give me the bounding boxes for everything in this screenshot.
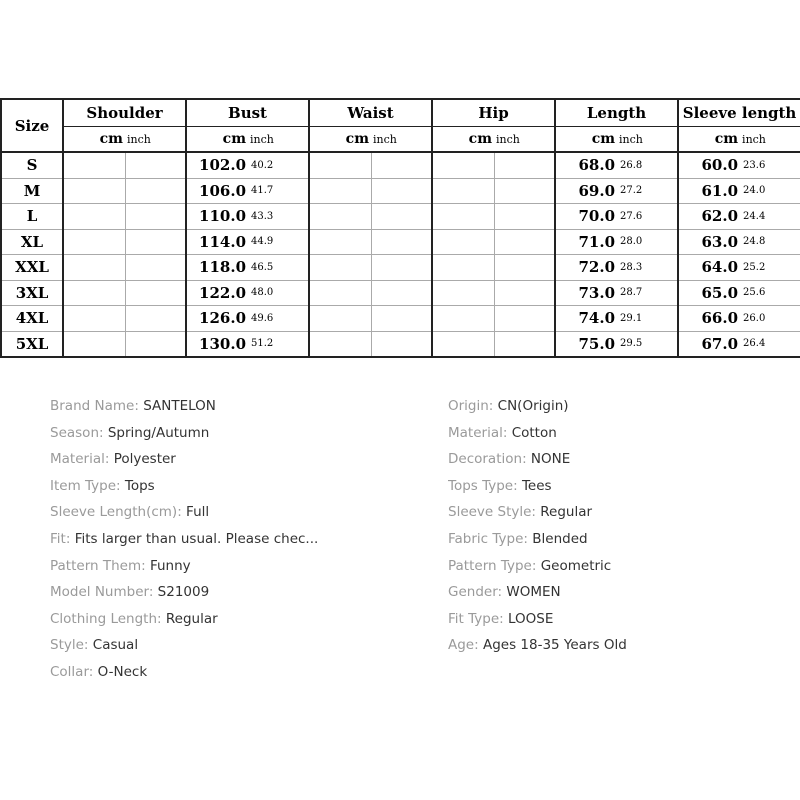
spec-row: [448, 499, 788, 526]
length-cm-cell: 75.0: [555, 331, 617, 357]
hip-inch-cell: [494, 306, 555, 332]
spec-key: Tops Type:: [448, 477, 518, 494]
spec-value: S21009: [157, 584, 210, 601]
size-column-header: Size: [1, 99, 63, 152]
bust-cm-cell: 102.0: [186, 152, 248, 178]
spec-value: Tees: [521, 477, 552, 494]
spec-value: CN(Origin): [497, 398, 569, 414]
spec-row: [50, 553, 390, 580]
hip-inch-cell: [494, 204, 555, 230]
spec-value: Regular: [165, 610, 218, 627]
size-label: 4XL: [1, 306, 63, 332]
spec-row: [448, 553, 788, 580]
spec-row: [448, 606, 788, 633]
spec-value: Regular: [540, 504, 593, 521]
sleeve-inch-cell: 26.4: [740, 331, 800, 357]
shoulder-cm-cell: [63, 229, 125, 255]
spec-row: [50, 659, 390, 686]
spec-value: Geometric: [540, 557, 612, 574]
length-inch-cell: 28.7: [617, 280, 678, 306]
hip-inch-cell: [494, 255, 555, 281]
bust-header: Bust: [186, 99, 309, 127]
length-cm-cell: 74.0: [555, 306, 617, 332]
spec-key: Sleeve Style:: [448, 504, 536, 521]
shoulder-cm-cell: [63, 280, 125, 306]
sleeve-inch-cell: 25.2: [740, 255, 800, 281]
sleeve-cm-cell: 60.0: [678, 152, 740, 178]
unit-cm-label: cm: [555, 127, 617, 153]
length-cm-cell: 69.0: [555, 178, 617, 204]
size-label: 3XL: [1, 280, 63, 306]
length-inch-cell: 28.0: [617, 229, 678, 255]
length-inch-cell: 28.3: [617, 255, 678, 281]
spec-row: [448, 473, 788, 500]
length-inch-cell: 26.8: [617, 152, 678, 178]
spec-row: [50, 473, 390, 500]
unit-cm-label: cm: [186, 127, 248, 153]
unit-inch-label: inch: [617, 127, 678, 153]
waist-inch-cell: [371, 178, 432, 204]
hip-header: Hip: [432, 99, 555, 127]
spec-row: [448, 526, 788, 553]
sleeve-inch-cell: 24.8: [740, 229, 800, 255]
sleeve-cm-cell: 67.0: [678, 331, 740, 357]
shoulder-inch-cell: [125, 204, 186, 230]
hip-inch-cell: [494, 229, 555, 255]
spec-value: SANTELON: [143, 398, 216, 414]
hip-inch-cell: [494, 280, 555, 306]
waist-header: Waist: [309, 99, 432, 127]
spec-value: WOMEN: [506, 584, 561, 601]
waist-cm-cell: [309, 229, 371, 255]
hip-cm-cell: [432, 204, 494, 230]
length-inch-cell: 29.5: [617, 331, 678, 357]
waist-inch-cell: [371, 152, 432, 178]
unit-cm-label: cm: [309, 127, 371, 153]
spec-row: [448, 420, 788, 447]
hip-cm-cell: [432, 229, 494, 255]
spec-row: [50, 606, 390, 633]
table-row: [1, 331, 800, 357]
size-chart-table: [0, 98, 800, 358]
spec-row: [448, 393, 788, 420]
bust-inch-cell: 44.9: [248, 229, 309, 255]
spec-value: Funny: [149, 557, 191, 574]
spec-value: Ages 18-35 Years Old: [482, 637, 627, 654]
waist-cm-cell: [309, 204, 371, 230]
waist-cm-cell: [309, 255, 371, 281]
spec-value: Spring/Autumn: [107, 424, 210, 441]
spec-key: Season:: [50, 424, 104, 441]
table-row: [1, 152, 800, 178]
spec-row: [50, 526, 390, 553]
spec-key: Pattern Them:: [50, 557, 146, 574]
bust-cm-cell: 126.0: [186, 306, 248, 332]
spec-value: LOOSE: [507, 610, 554, 627]
shoulder-inch-cell: [125, 229, 186, 255]
length-cm-cell: 72.0: [555, 255, 617, 281]
unit-cm-label: cm: [432, 127, 494, 153]
length-cm-cell: 71.0: [555, 229, 617, 255]
hip-cm-cell: [432, 152, 494, 178]
spec-row: [50, 446, 390, 473]
spec-row: [50, 579, 390, 606]
shoulder-cm-cell: [63, 306, 125, 332]
table-row: [1, 204, 800, 230]
waist-cm-cell: [309, 306, 371, 332]
hip-inch-cell: [494, 178, 555, 204]
spec-key: Pattern Type:: [448, 557, 537, 574]
spec-value: Casual: [92, 637, 139, 654]
waist-inch-cell: [371, 229, 432, 255]
spec-key: Style:: [50, 637, 89, 654]
length-inch-cell: 29.1: [617, 306, 678, 332]
length-inch-cell: 27.2: [617, 178, 678, 204]
size-label: S: [1, 152, 63, 178]
hip-inch-cell: [494, 152, 555, 178]
size-label: 5XL: [1, 331, 63, 357]
spec-value: Full: [186, 504, 210, 521]
spec-row: [448, 446, 788, 473]
unit-cm-label: cm: [63, 127, 125, 153]
spec-key: Clothing Length:: [50, 610, 162, 627]
size-label: XL: [1, 229, 63, 255]
unit-inch-label: inch: [494, 127, 555, 153]
spec-key: Age:: [448, 637, 479, 654]
hip-cm-cell: [432, 280, 494, 306]
shoulder-cm-cell: [63, 255, 125, 281]
hip-cm-cell: [432, 306, 494, 332]
bust-inch-cell: 43.3: [248, 204, 309, 230]
bust-cm-cell: 106.0: [186, 178, 248, 204]
bust-inch-cell: 48.0: [248, 280, 309, 306]
sleeve-inch-cell: 23.6: [740, 152, 800, 178]
length-inch-cell: 27.6: [617, 204, 678, 230]
spec-key: Sleeve Length(cm):: [50, 504, 182, 521]
bust-cm-cell: 130.0: [186, 331, 248, 357]
spec-value: Blended: [532, 530, 588, 547]
waist-cm-cell: [309, 152, 371, 178]
hip-inch-cell: [494, 331, 555, 357]
hip-cm-cell: [432, 255, 494, 281]
shoulder-header: Shoulder: [63, 99, 186, 127]
size-label: L: [1, 204, 63, 230]
waist-inch-cell: [371, 280, 432, 306]
spec-key: Decoration:: [448, 451, 527, 468]
spec-key: Model Number:: [50, 584, 154, 601]
spec-key: Material:: [50, 451, 110, 468]
unit-inch-label: inch: [740, 127, 800, 153]
unit-cm-label: cm: [678, 127, 740, 153]
unit-inch-label: inch: [125, 127, 186, 153]
waist-cm-cell: [309, 178, 371, 204]
length-cm-cell: 73.0: [555, 280, 617, 306]
spec-row: [50, 393, 390, 420]
spec-value: O-Neck: [97, 663, 148, 680]
waist-inch-cell: [371, 331, 432, 357]
spec-key: Brand Name:: [50, 398, 139, 414]
spec-column-right: [448, 393, 788, 659]
bust-cm-cell: 122.0: [186, 280, 248, 306]
spec-key: Gender:: [448, 584, 503, 601]
bust-inch-cell: 49.6: [248, 306, 309, 332]
shoulder-cm-cell: [63, 331, 125, 357]
sleeve-cm-cell: 63.0: [678, 229, 740, 255]
sleeve-inch-cell: 26.0: [740, 306, 800, 332]
shoulder-inch-cell: [125, 178, 186, 204]
table-row: [1, 229, 800, 255]
spec-row: [50, 632, 390, 659]
table-row: [1, 178, 800, 204]
spec-column-left: [50, 393, 390, 686]
hip-cm-cell: [432, 178, 494, 204]
length-cm-cell: 68.0: [555, 152, 617, 178]
shoulder-inch-cell: [125, 280, 186, 306]
spec-key: Fabric Type:: [448, 530, 528, 547]
bust-inch-cell: 41.7: [248, 178, 309, 204]
unit-inch-label: inch: [371, 127, 432, 153]
bust-inch-cell: 46.5: [248, 255, 309, 281]
spec-row: [448, 632, 788, 659]
spec-key: Material:: [448, 424, 508, 441]
spec-value: Fits larger than usual. Please chec...: [74, 530, 319, 547]
sleeve-inch-cell: 25.6: [740, 280, 800, 306]
table-row: [1, 306, 800, 332]
bust-cm-cell: 114.0: [186, 229, 248, 255]
sleeve-cm-cell: 65.0: [678, 280, 740, 306]
waist-cm-cell: [309, 280, 371, 306]
shoulder-inch-cell: [125, 255, 186, 281]
sleeve-inch-cell: 24.0: [740, 178, 800, 204]
spec-row: [50, 499, 390, 526]
shoulder-cm-cell: [63, 204, 125, 230]
waist-inch-cell: [371, 255, 432, 281]
spec-value: NONE: [530, 451, 571, 468]
sleeve-cm-cell: 64.0: [678, 255, 740, 281]
sleeve-length-header: Sleeve length: [678, 99, 800, 127]
spec-value: Cotton: [511, 424, 557, 441]
hip-cm-cell: [432, 331, 494, 357]
sleeve-cm-cell: 62.0: [678, 204, 740, 230]
shoulder-cm-cell: [63, 152, 125, 178]
size-label: XXL: [1, 255, 63, 281]
waist-inch-cell: [371, 204, 432, 230]
shoulder-inch-cell: [125, 306, 186, 332]
shoulder-inch-cell: [125, 152, 186, 178]
bust-cm-cell: 118.0: [186, 255, 248, 281]
size-label: M: [1, 178, 63, 204]
bust-inch-cell: 51.2: [248, 331, 309, 357]
length-header: Length: [555, 99, 678, 127]
spec-key: Fit Type:: [448, 610, 504, 627]
spec-key: Fit:: [50, 530, 71, 547]
sleeve-inch-cell: 24.4: [740, 204, 800, 230]
sleeve-cm-cell: 66.0: [678, 306, 740, 332]
spec-value: Tops: [124, 477, 155, 494]
table-row: [1, 280, 800, 306]
length-cm-cell: 70.0: [555, 204, 617, 230]
waist-cm-cell: [309, 331, 371, 357]
shoulder-inch-cell: [125, 331, 186, 357]
spec-row: [448, 579, 788, 606]
bust-cm-cell: 110.0: [186, 204, 248, 230]
waist-inch-cell: [371, 306, 432, 332]
bust-inch-cell: 40.2: [248, 152, 309, 178]
spec-key: Item Type:: [50, 477, 121, 494]
spec-row: [50, 420, 390, 447]
sleeve-cm-cell: 61.0: [678, 178, 740, 204]
table-row: [1, 255, 800, 281]
spec-key: Origin:: [448, 398, 494, 414]
unit-inch-label: inch: [248, 127, 309, 153]
shoulder-cm-cell: [63, 178, 125, 204]
spec-value: Polyester: [113, 451, 176, 468]
spec-key: Collar:: [50, 663, 94, 680]
